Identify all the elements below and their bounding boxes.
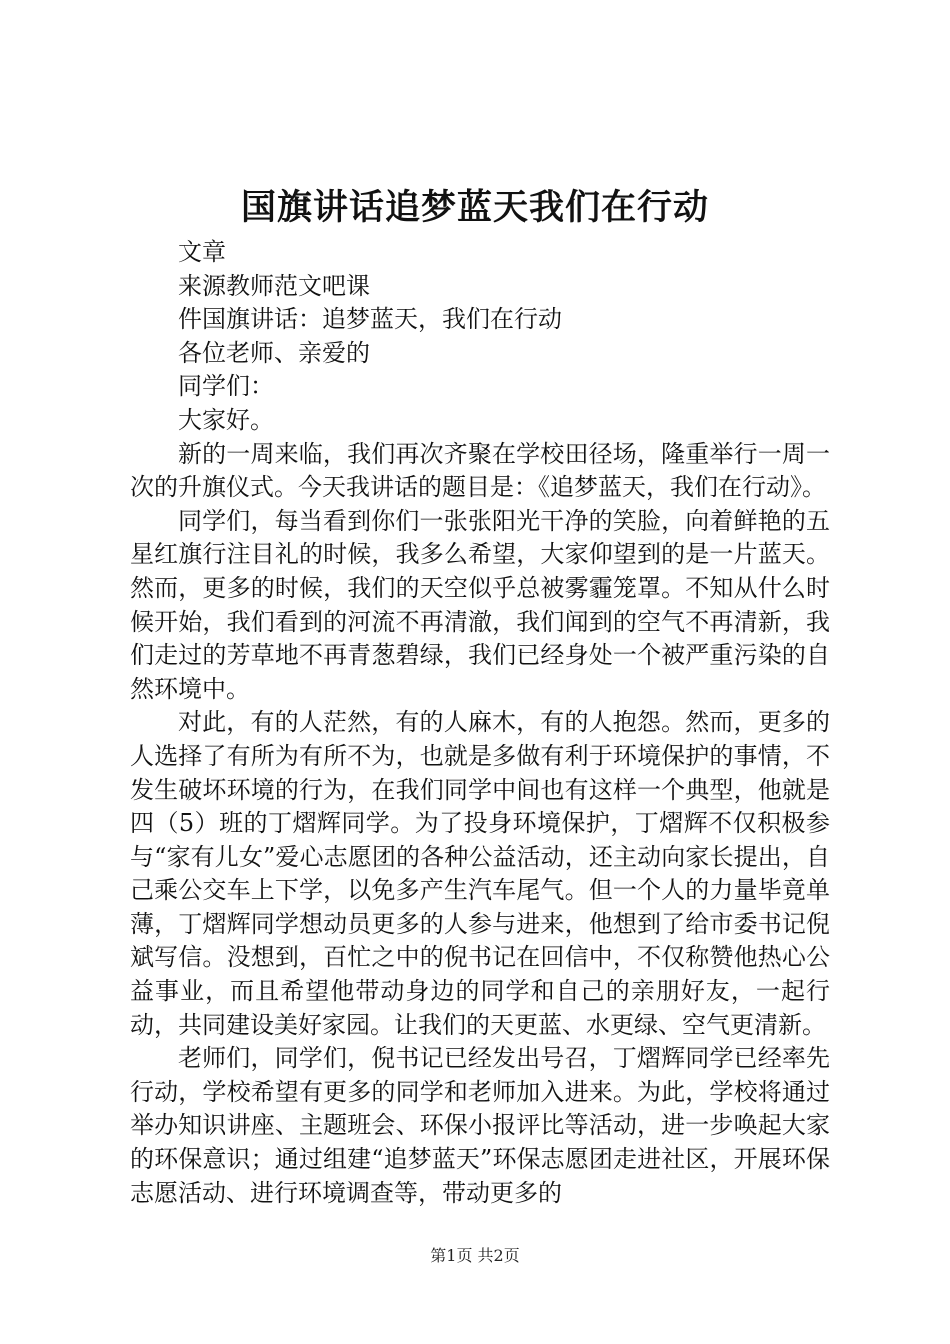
body-line: 文章: [178, 238, 226, 266]
body-paragraph: 老师们，同学们，倪书记已经发出号召，丁熠辉同学已经率先行动，学校希望有更多的同学和老师加入进来。为此，学校将通过举办知识讲座、主题班会、环保小报评比等活动，进一步唤起大家的环保意识；通过组建“追梦蓝天”环保志愿团走进社区，开展环保志愿活动、进行环境调查等，带动更多的: [130, 1044, 830, 1207]
document-title: 国旗讲话追梦蓝天我们在行动: [240, 187, 709, 228]
body-line: 各位老师、亲爱的: [178, 338, 370, 367]
body-paragraph: 新的一周来临，我们再次齐聚在学校田径场，隆重举行一周一次的升旗仪式。今天我讲话的题目是：《追梦蓝天，我们在行动》。: [130, 439, 830, 502]
body-line: 件国旗讲话：追梦蓝天，我们在行动: [178, 305, 562, 334]
body-paragraph: 对此，有的人茫然，有的人麻木，有的人抱怨。然而，更多的人选择了有所为有所不为，也就是多做有利于环境保护的事情，不发生破坏环境的行为，在我们同学中间也有这样一个典型，他就是四（5）班的丁熠辉同学。为了投身环境保护，丁熠辉不仅积极参与“家有儿女”爱心志愿团的各种公益活动，还主动向家长提出，自己乘公交车上下学，以免多产生汽车尾气。但一个人的力量毕竟单薄，丁熠辉同学想动员更多的人参与进来，他想到了给市委书记倪斌写信。没想到，百忙之中的倪书记在回信中，不仅称赞他热心公益事业，而且希望他带动身边的同学和自己的亲朋好友，一起行动，共同建设美好家园。让我们的天更蓝、水更绿、空气更清新。: [130, 708, 830, 1039]
page-footer: 第1页 共2页: [430, 1246, 520, 1265]
body-paragraph: 同学们，每当看到你们一张张阳光干净的笑脸，向着鲜艳的五星红旗行注目礼的时候，我多么希望，大家仰望到的是一片蓝天。然而，更多的时候，我们的天空似乎总被雾霾笼罩。不知从什么时候开始，我们看到的河流不再清澈，我们闻到的空气不再清新，我们走过的芳草地不再青葱碧绿，我们已经身处一个被严重污染的自然环境中。: [130, 506, 830, 703]
document-body: [130, 236, 830, 1210]
body-line: 同学们：: [178, 372, 274, 401]
body-line: 大家好。: [178, 405, 274, 434]
body-line: 来源教师范文吧课: [178, 271, 370, 300]
